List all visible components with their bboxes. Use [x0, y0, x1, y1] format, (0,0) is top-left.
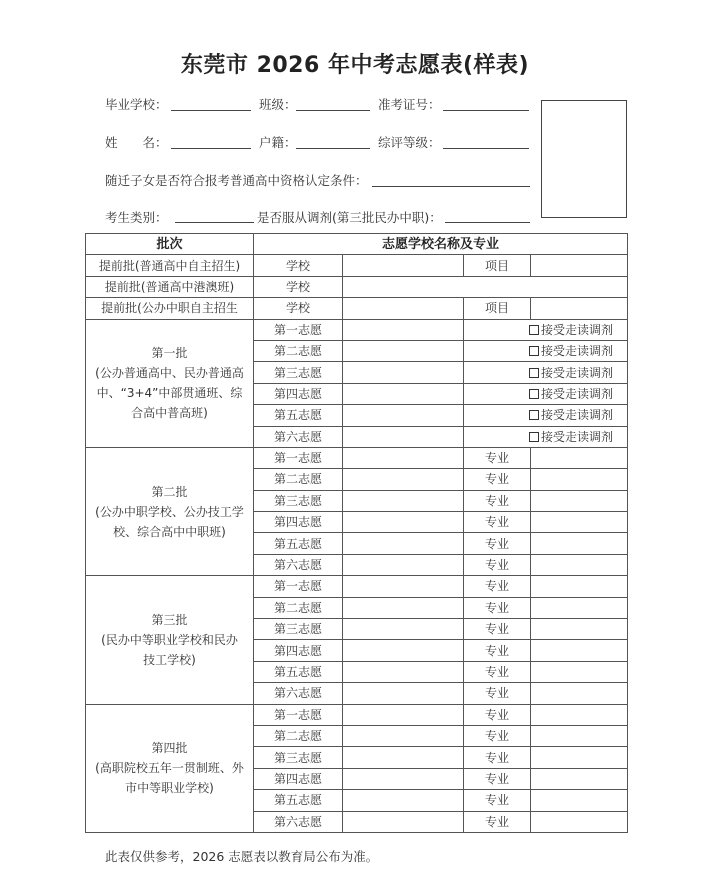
major-input-cell[interactable]: [531, 533, 628, 554]
choice-label: 第三志愿: [254, 490, 343, 511]
choice-row: [86, 704, 628, 725]
category-field[interactable]: [175, 222, 254, 223]
accept-label: 接受走读调剂: [540, 429, 613, 444]
choice-row: [86, 447, 628, 468]
accept-label: 接受走读调剂: [540, 322, 613, 337]
batch-desc: (高职院校五年一贯制班、外: [95, 761, 244, 776]
early-row-3: [86, 298, 628, 319]
major-label: 专业: [464, 512, 531, 533]
major-input-cell[interactable]: [531, 683, 628, 704]
batch-desc: 合高中普高班): [131, 406, 208, 421]
batch-label-cell: [86, 447, 254, 575]
item-input-cell[interactable]: [531, 298, 628, 319]
batch-label-cell: [86, 704, 254, 832]
batch-desc: 校、综合高中中职班): [113, 524, 226, 539]
school-input-cell[interactable]: [343, 319, 464, 340]
choice-label: 第六志愿: [254, 554, 343, 575]
choice-label: 第二志愿: [254, 340, 343, 361]
school-input-cell[interactable]: [343, 554, 464, 575]
huji-field[interactable]: [296, 148, 370, 149]
choice-label: 第五志愿: [254, 661, 343, 682]
label-category: 考生类别：: [105, 210, 168, 225]
major-label: 专业: [464, 683, 531, 704]
school-input-cell[interactable]: [343, 747, 464, 768]
batch-desc: (民办中等职业学校和民办: [101, 632, 238, 647]
major-label: 专业: [464, 640, 531, 661]
choice-label: 第三志愿: [254, 619, 343, 640]
school-input-cell[interactable]: [343, 426, 464, 447]
school-input-cell[interactable]: [343, 490, 464, 511]
major-input-cell[interactable]: [531, 790, 628, 811]
accept-label: 接受走读调剂: [540, 344, 613, 359]
batch-desc: 中、“3+4”中部贯通班、综: [96, 386, 243, 401]
school-input-cell[interactable]: [343, 255, 464, 276]
checkbox-icon[interactable]: [529, 410, 539, 420]
batch-name: 第一批: [151, 346, 188, 361]
school-input-cell[interactable]: [343, 661, 464, 682]
major-input-cell[interactable]: [531, 661, 628, 682]
school-input-cell[interactable]: [343, 469, 464, 490]
school-input-cell[interactable]: [343, 683, 464, 704]
batch-name: 第三批: [151, 612, 188, 627]
major-input-cell[interactable]: [531, 619, 628, 640]
school-field[interactable]: [171, 110, 251, 111]
choice-label: 第二志愿: [254, 597, 343, 618]
school-input-cell[interactable]: [343, 768, 464, 789]
school-input-cell[interactable]: [343, 512, 464, 533]
choice-label: 第四志愿: [254, 383, 343, 404]
batch-desc: 市中等职业学校): [125, 781, 214, 796]
choice-label: 第二志愿: [254, 725, 343, 746]
choice-label: 第四志愿: [254, 512, 343, 533]
major-label: 专业: [464, 747, 531, 768]
class-field[interactable]: [296, 110, 370, 111]
choice-label: 第五志愿: [254, 533, 343, 554]
major-label: 专业: [464, 447, 531, 468]
major-input-cell[interactable]: [531, 512, 628, 533]
school-input-cell[interactable]: [343, 362, 464, 383]
school-input-cell[interactable]: [343, 340, 464, 361]
choice-label: 第六志愿: [254, 683, 343, 704]
school-input-cell[interactable]: [343, 597, 464, 618]
item-label: 项目: [464, 255, 531, 276]
major-input-cell[interactable]: [531, 811, 628, 832]
major-label: 专业: [464, 554, 531, 575]
label-adjust: 是否服从调剂(第三批民办中职)：: [257, 210, 442, 225]
item-input-cell[interactable]: [531, 255, 628, 276]
school-input-cell[interactable]: [343, 725, 464, 746]
school-label: 学校: [254, 255, 343, 276]
accept-adjust-option[interactable]: [464, 340, 628, 361]
migrant-field[interactable]: [372, 186, 530, 187]
major-input-cell[interactable]: [531, 469, 628, 490]
major-input-cell[interactable]: [531, 597, 628, 618]
choice-label: 第三志愿: [254, 747, 343, 768]
choice-label: 第五志愿: [254, 405, 343, 426]
major-label: 专业: [464, 576, 531, 597]
label-exam-no: 准考证号：: [378, 97, 441, 112]
school-input-cell[interactable]: [343, 276, 628, 297]
choice-label: 第六志愿: [254, 426, 343, 447]
school-input-cell[interactable]: [343, 576, 464, 597]
major-input-cell[interactable]: [531, 704, 628, 725]
exam-no-field[interactable]: [443, 110, 529, 111]
early-label: 提前批(普通高中港澳班): [86, 276, 254, 297]
application-table: [85, 233, 628, 833]
school-input-cell[interactable]: [343, 619, 464, 640]
school-label: 学校: [254, 276, 343, 297]
accept-adjust-option[interactable]: [464, 405, 628, 426]
choice-label: 第四志愿: [254, 640, 343, 661]
major-label: 专业: [464, 661, 531, 682]
accept-label: 接受走读调剂: [540, 386, 613, 401]
major-input-cell[interactable]: [531, 747, 628, 768]
checkbox-icon[interactable]: [529, 368, 539, 378]
major-input-cell[interactable]: [531, 640, 628, 661]
accept-label: 接受走读调剂: [540, 365, 613, 380]
header-school: 志愿学校名称及专业: [254, 234, 628, 255]
school-input-cell[interactable]: [343, 811, 464, 832]
school-input-cell[interactable]: [343, 405, 464, 426]
major-input-cell[interactable]: [531, 725, 628, 746]
major-label: 专业: [464, 490, 531, 511]
checkbox-icon[interactable]: [529, 346, 539, 356]
major-label: 专业: [464, 469, 531, 490]
accept-adjust-option[interactable]: [464, 319, 628, 340]
accept-adjust-option[interactable]: [464, 362, 628, 383]
choice-label: 第一志愿: [254, 576, 343, 597]
school-input-cell[interactable]: [343, 790, 464, 811]
school-input-cell[interactable]: [343, 447, 464, 468]
school-input-cell[interactable]: [343, 383, 464, 404]
checkbox-icon[interactable]: [529, 325, 539, 335]
batch-name: 第二批: [151, 484, 188, 499]
major-label: 专业: [464, 725, 531, 746]
batch-desc: 技工学校): [143, 652, 196, 667]
choice-label: 第五志愿: [254, 790, 343, 811]
early-label: 提前批(公办中职自主招生: [86, 298, 254, 319]
batch-name: 第四批: [151, 741, 188, 756]
batch-label-cell: [86, 576, 254, 704]
school-input-cell[interactable]: [343, 704, 464, 725]
major-label: 专业: [464, 597, 531, 618]
rating-field[interactable]: [443, 148, 529, 149]
choice-label: 第四志愿: [254, 768, 343, 789]
choice-label: 第一志愿: [254, 704, 343, 725]
choice-label: 第二志愿: [254, 469, 343, 490]
choice-row: [86, 576, 628, 597]
major-input-cell[interactable]: [531, 768, 628, 789]
adjust-field[interactable]: [445, 222, 530, 223]
school-label: 学校: [254, 298, 343, 319]
choice-label: 第一志愿: [254, 319, 343, 340]
school-input-cell[interactable]: [343, 298, 464, 319]
table-header-row: [86, 234, 628, 255]
photo-box[interactable]: [541, 100, 627, 218]
major-label: 专业: [464, 811, 531, 832]
accept-adjust-option[interactable]: [464, 426, 628, 447]
label-name: 姓 名：: [105, 135, 168, 150]
label-huji: 户籍：: [259, 135, 297, 150]
major-label: 专业: [464, 704, 531, 725]
batch-label-cell: [86, 319, 254, 447]
name-field[interactable]: [171, 148, 251, 149]
batch-desc: (公办中职学校、公办技工学: [95, 504, 244, 519]
batch-desc: (公办普通高中、民办普通高: [95, 366, 244, 381]
major-label: 专业: [464, 790, 531, 811]
early-row-2: [86, 276, 628, 297]
label-class: 班级：: [259, 97, 297, 112]
label-migrant: 随迁子女是否符合报考普通高中资格认定条件：: [105, 173, 368, 188]
major-input-cell[interactable]: [531, 554, 628, 575]
item-label: 项目: [464, 298, 531, 319]
accept-adjust-option[interactable]: [464, 383, 628, 404]
school-input-cell[interactable]: [343, 533, 464, 554]
page-title: 东莞市 2026 年中考志愿表(样表): [180, 53, 530, 78]
checkbox-icon[interactable]: [529, 389, 539, 399]
accept-label: 接受走读调剂: [540, 408, 613, 423]
choice-row: [86, 319, 628, 340]
major-input-cell[interactable]: [531, 576, 628, 597]
choice-label: 第三志愿: [254, 362, 343, 383]
early-label: 提前批(普通高中自主招生): [86, 255, 254, 276]
major-label: 专业: [464, 768, 531, 789]
major-label: 专业: [464, 533, 531, 554]
label-rating: 综评等级：: [378, 135, 441, 150]
school-input-cell[interactable]: [343, 640, 464, 661]
choice-label: 第一志愿: [254, 447, 343, 468]
major-input-cell[interactable]: [531, 490, 628, 511]
header-batch: 批次: [86, 234, 254, 255]
major-input-cell[interactable]: [531, 447, 628, 468]
choice-label: 第六志愿: [254, 811, 343, 832]
early-row-1: [86, 255, 628, 276]
checkbox-icon[interactable]: [529, 432, 539, 442]
label-school: 毕业学校：: [105, 97, 168, 112]
major-label: 专业: [464, 619, 531, 640]
footnote: 此表仅供参考，2026 志愿表以教育局公布为准。: [105, 849, 379, 864]
